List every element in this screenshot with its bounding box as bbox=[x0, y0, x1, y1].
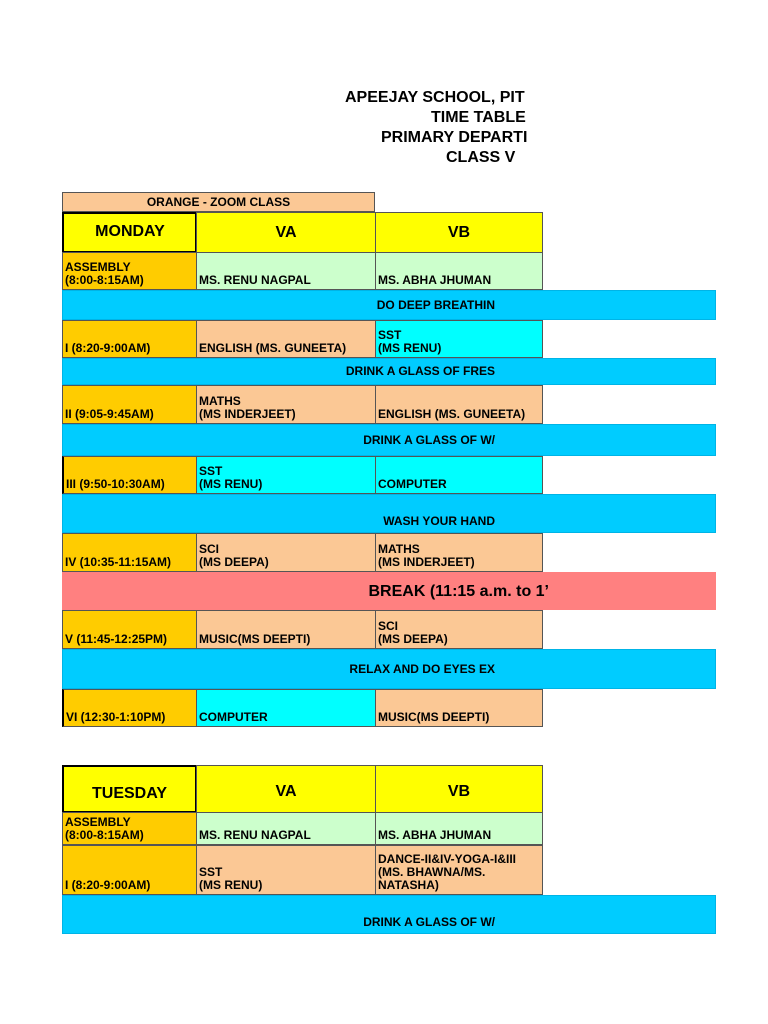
monday-p2-vb: ENGLISH (MS. GUNEETA) bbox=[375, 385, 543, 424]
monday-note-fresh bbox=[62, 358, 716, 385]
monday-note-breathing bbox=[62, 290, 716, 320]
tuesday-p1-vb bbox=[375, 845, 543, 895]
tuesday-p1-va bbox=[196, 845, 376, 895]
monday-col-vb: VB bbox=[375, 212, 543, 253]
monday-p4-va bbox=[196, 533, 376, 572]
subject: SST bbox=[199, 464, 223, 478]
tuesday-assembly-vb: MS. ABHA JHUMAN bbox=[375, 812, 543, 845]
teacher: (MS INDERJEET) bbox=[199, 407, 296, 421]
tuesday-col-vb: VB bbox=[375, 765, 543, 813]
subject: MATHS bbox=[378, 542, 420, 556]
monday-p4-label: IV (10:35-11:15AM) bbox=[62, 533, 197, 572]
tuesday-p1-label: I (8:20-9:00AM) bbox=[62, 845, 197, 895]
note-text: DO DEEP BREATHIN bbox=[376, 297, 495, 312]
subject: SST bbox=[199, 865, 223, 879]
monday-assembly-label bbox=[62, 252, 197, 290]
note-text: DRINK A GLASS OF W/ bbox=[363, 915, 495, 929]
monday-p2-va bbox=[196, 385, 376, 424]
monday-break-row bbox=[62, 572, 716, 610]
subject: SST bbox=[378, 328, 402, 342]
monday-p5-va: MUSIC(MS DEEPTI) bbox=[196, 610, 376, 649]
assembly-line-1: ASSEMBLY bbox=[65, 260, 131, 274]
subject: SCI bbox=[378, 619, 399, 633]
assembly-line-1: ASSEMBLY bbox=[65, 815, 131, 829]
tuesday-day-label: TUESDAY bbox=[92, 784, 167, 802]
doc-title: TIME TABLE bbox=[431, 109, 526, 126]
break-text: BREAK (11:15 a.m. to 1’ bbox=[368, 582, 549, 600]
monday-day-header bbox=[62, 212, 197, 253]
teacher: (MS RENU) bbox=[199, 878, 263, 892]
monday-note-wash bbox=[62, 494, 716, 533]
tuesday-note-water bbox=[62, 895, 716, 934]
monday-p1-va: ENGLISH (MS. GUNEETA) bbox=[196, 320, 376, 358]
tuesday-assembly-label bbox=[62, 812, 197, 845]
monday-p1-label: I (8:20-9:00AM) bbox=[62, 320, 197, 358]
subject: DANCE-II&IV-YOGA-I&III bbox=[378, 852, 517, 866]
school-title: APEEJAY SCHOOL, PIT bbox=[345, 89, 525, 106]
monday-p3-vb: COMPUTER bbox=[375, 456, 543, 494]
monday-p2-label: II (9:05-9:45AM) bbox=[62, 385, 197, 424]
note-text: RELAX AND DO EYES EX bbox=[349, 661, 495, 676]
note-text: DRINK A GLASS OF FRES bbox=[345, 364, 495, 378]
teacher: (MS. BHAWNA/MS. bbox=[378, 865, 486, 879]
subject: MATHS bbox=[199, 394, 241, 408]
tuesday-day-header bbox=[62, 765, 197, 813]
assembly-line-2: (8:00-8:15AM) bbox=[65, 273, 144, 287]
monday-note-water bbox=[62, 424, 716, 456]
subject: SCI bbox=[199, 542, 220, 556]
monday-note-eyes bbox=[62, 649, 716, 689]
department-title: PRIMARY DEPARTI bbox=[381, 129, 528, 146]
monday-assembly-va: MS. RENU NAGPAL bbox=[196, 252, 376, 290]
monday-col-va: VA bbox=[196, 212, 376, 253]
note-text: DRINK A GLASS OF W/ bbox=[363, 432, 495, 447]
teacher: (MS INDERJEET) bbox=[378, 555, 475, 569]
class-title: CLASS V bbox=[446, 149, 516, 166]
tuesday-assembly-va: MS. RENU NAGPAL bbox=[196, 812, 376, 845]
note-text: WASH YOUR HAND bbox=[383, 514, 495, 528]
monday-p6-vb: MUSIC(MS DEEPTI) bbox=[375, 689, 543, 727]
monday-p6-va: COMPUTER bbox=[196, 689, 376, 727]
teacher: (MS DEEPA) bbox=[199, 555, 269, 569]
monday-p5-vb bbox=[375, 610, 543, 649]
monday-p3-label: III (9:50-10:30AM) bbox=[62, 456, 197, 494]
assembly-line-2: (8:00-8:15AM) bbox=[65, 828, 144, 842]
monday-p4-vb bbox=[375, 533, 543, 572]
monday-p5-label: V (11:45-12:25PM) bbox=[62, 610, 197, 649]
teacher: (MS RENU) bbox=[199, 477, 263, 491]
tuesday-col-va: VA bbox=[196, 765, 376, 813]
monday-day-label: MONDAY bbox=[95, 223, 165, 240]
teacher: (MS DEEPA) bbox=[378, 632, 448, 646]
monday-assembly-vb: MS. ABHA JHUMAN bbox=[375, 252, 543, 290]
monday-p6-label: VI (12:30-1:10PM) bbox=[62, 689, 197, 727]
monday-p1-vb bbox=[375, 320, 543, 358]
teacher: (MS RENU) bbox=[378, 341, 442, 355]
legend-zoom-class: ORANGE - ZOOM CLASS bbox=[62, 192, 375, 212]
teacher-2: NATASHA) bbox=[378, 878, 439, 892]
monday-p3-va bbox=[196, 456, 376, 494]
